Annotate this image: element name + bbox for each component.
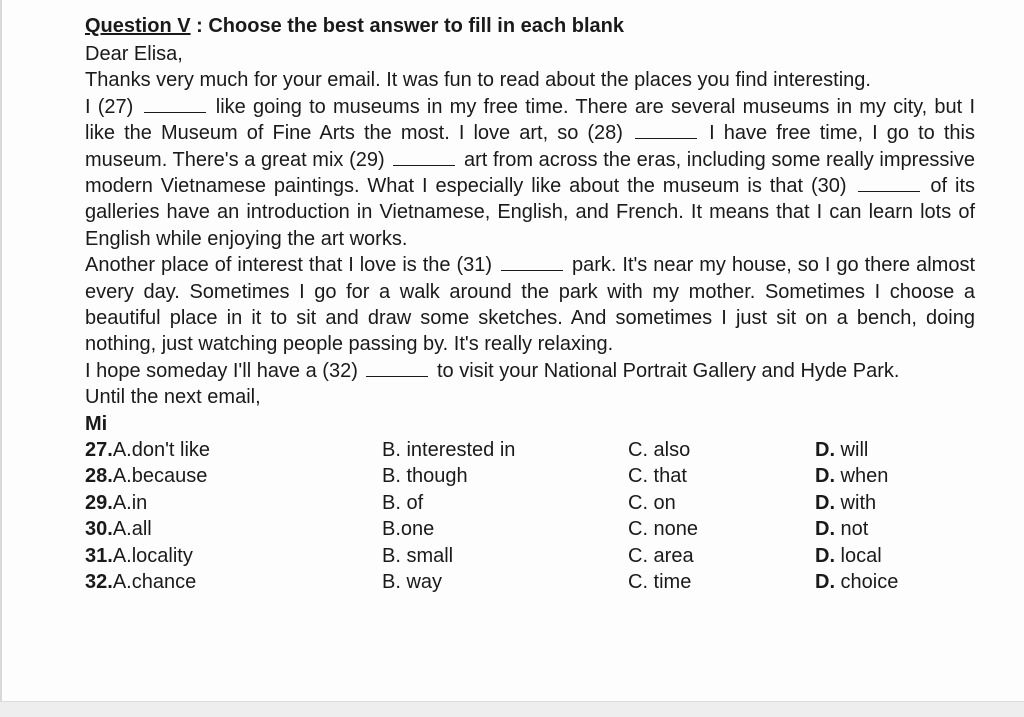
question-content [85,12,975,595]
blank-28 [635,123,697,139]
text-segment: to visit your National Portrait Gallery and Hyde Park. [437,359,900,382]
question-instruction: : Choose the best answer to fill in each blank [190,15,624,37]
option-row-27 [85,437,975,463]
option-a-text: A.because [112,465,208,488]
option-d-letter: D. [815,544,835,567]
question-number: 28. [85,465,113,488]
blank-31 [501,255,563,271]
option-d-letter: D. [815,465,835,488]
option-c: C. none [628,518,699,541]
question-number: 30. [85,518,113,541]
option-d-letter: D. [815,518,835,541]
answer-options [85,437,975,595]
option-row-30 [85,516,975,542]
question-number: 32. [85,571,113,594]
option-a [85,569,382,595]
option-d [815,437,975,463]
option-a-text: A.chance [112,571,197,594]
option-c: C. area [628,544,694,567]
option-a [85,437,382,463]
letter-signature: Mi [85,412,108,435]
text-segment: park. It's near my house, so I go there almost every day. Sometimes I go for a walk around the park with my mother. Sometimes I choose a beautiful place in it to sit and draw some sketches. And sometimes I just sit on a bench, doing nothing, just watching people passing by. It's really relaxing. [85,254,976,356]
option-c: C. also [628,439,691,462]
question-number: 27. [85,439,113,462]
option-a-text: A.locality [112,544,193,567]
option-d-text: when [835,465,889,488]
option-d [815,516,975,542]
option-d-text: with [835,491,877,514]
option-d-letter: D. [815,571,835,594]
option-a [85,543,382,569]
option-c: C. time [628,571,692,594]
text-segment: I (27) [85,95,134,118]
text-segment: art from across the eras, including some really impressive modern Vietnamese paintings. What I especially like about the museum is that (30) [85,148,976,198]
option-row-31 [85,543,975,569]
question-number: 31. [85,544,113,567]
letter-greeting: Dear Elisa, [85,43,183,65]
option-a [85,516,382,542]
option-b: B. though [382,465,468,488]
option-d-text: choice [835,571,899,594]
option-b: B. of [382,491,424,514]
left-edge-rule [0,0,2,702]
blank-29 [393,150,455,166]
letter-paragraph-2 [85,94,975,252]
option-row-28 [85,463,975,489]
option-b: B. small [382,544,454,567]
text-segment: I have free time, I go to this museum. There's a great mix (29) [85,122,975,171]
letter-closing: Until the next email, [85,386,261,409]
option-c: C. that [628,465,687,488]
letter-paragraph-3 [85,252,975,358]
option-d-text: will [835,439,869,462]
text-segment: of its galleries have an introduction in Vietnamese, English, and French. It means that I can learn lots of English while enjoying the art works. [85,175,976,250]
option-b: B. interested in [382,439,516,462]
option-a-text: A.all [112,518,152,541]
question-heading [85,12,975,40]
option-d [815,543,975,569]
option-a-text: A.don't like [112,439,211,462]
text-segment: like going to museums in my free time. There are several museums in my city, but I like the Museum of Fine Arts the most. I love art, so (28) [85,95,975,145]
option-d [815,463,975,489]
option-d-text: not [835,518,869,541]
text-segment: Another place of interest that I love is the (31) [85,254,493,277]
option-d [815,490,975,516]
option-a [85,490,382,516]
option-b: B. way [382,571,443,594]
option-d-letter: D. [815,439,835,462]
question-label: Question V [85,15,191,37]
letter-paragraph-1: Thanks very much for your email. It was fun to read about the places you find interesting. [85,69,871,92]
option-c: C. on [628,491,676,514]
text-segment: I hope someday I'll have a (32) [85,359,358,382]
option-row-32 [85,569,975,595]
option-a [85,463,382,489]
bottom-band [0,701,1024,717]
letter-paragraph-4 [85,358,975,384]
blank-30 [858,176,920,192]
blank-32 [366,361,428,377]
option-row-29 [85,490,975,516]
option-d-text: local [835,544,882,567]
option-b: B.one [382,518,435,541]
question-number: 29. [85,491,113,514]
option-d [815,569,975,595]
option-a-text: A.in [112,491,148,514]
option-d-letter: D. [815,491,835,514]
blank-27 [144,97,206,113]
